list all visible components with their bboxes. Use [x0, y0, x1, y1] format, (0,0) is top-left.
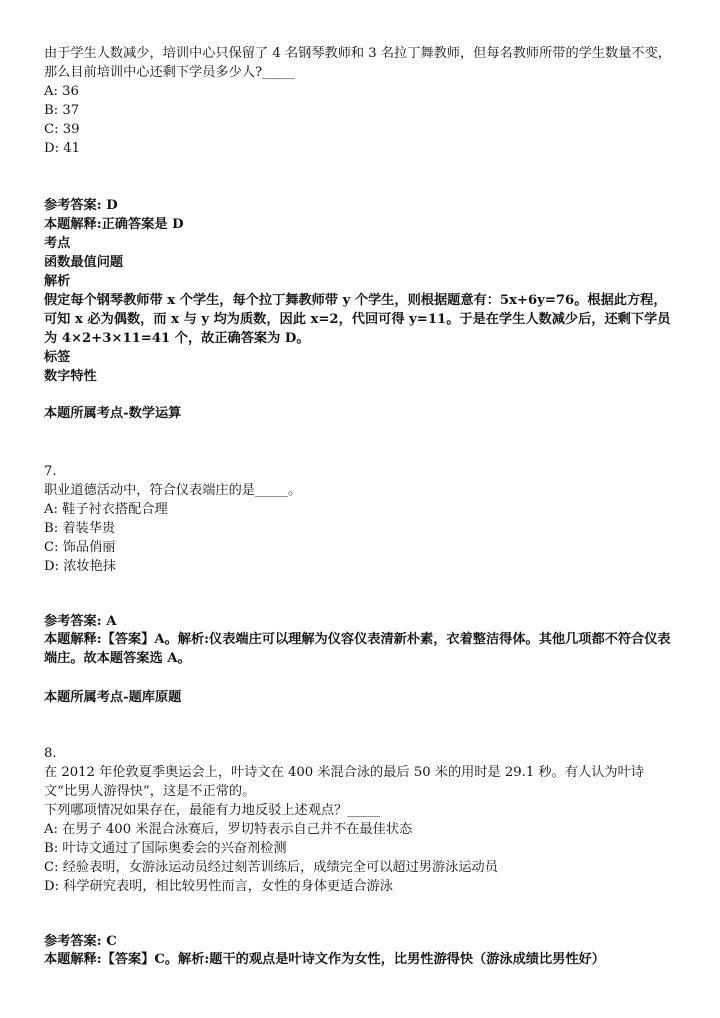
q6-topic: 本题所属考点-数学运算 — [44, 406, 182, 421]
q7-option-d: D: 浓妆艳抹 — [44, 559, 116, 574]
q8-number: 8. — [44, 746, 57, 761]
q8-explanation: 本题解释:【答案】C。解析:题干的观点是叶诗文作为女性，比男性游得快（游泳成绩比男性好） — [44, 952, 605, 967]
q6-option-d: D: 41 — [44, 141, 80, 156]
q8-option-b: B: 叶诗文通过了国际奥委会的兴奋剂检测 — [44, 841, 287, 856]
q8-answer: 参考答案: C — [44, 934, 117, 949]
q8-question: 下列哪项情况如果存在，最能有力地反驳上述观点？_____ — [44, 803, 381, 818]
q6-explanation: 本题解释:正确答案是 D — [44, 217, 184, 232]
q6-jiexi: 假定每个钢琴教师带 x 个学生，每个拉丁舞教师带 y 个学生，则根据题意有：5x+6y=76。根据此方程，可知 x 必为偶数，而 x 与 y 均为质数，因此 x=2，代回可得 y=11。于是在学生人数减少后，还剩下学员为 4×2+3×11=41 个，故正确答案为 D。 — [44, 293, 671, 346]
q7-option-a: A: 鞋子衬衣搭配合理 — [44, 502, 168, 517]
q6-option-a: A: 36 — [44, 84, 79, 99]
q6-biaoqian: 数字特性 — [44, 369, 97, 384]
q6-stem: 由于学生人数减少，培训中心只保留了 4 名钢琴教师和 3 名拉丁舞教师，但每名教师所带的学生数量不变，那么目前培训中心还剩下学员多少人?_____ — [44, 46, 671, 80]
q6-kaodian-label: 考点 — [44, 236, 71, 251]
q7-option-b: B: 着装华贵 — [44, 521, 116, 536]
q7-explanation: 本题解释:【答案】A。解析:仪表端庄可以理解为仪容仪表清新朴素，衣着整洁得体。其他几项都不符合仪表端庄。故本题答案选 A。 — [44, 632, 671, 666]
q7-stem: 职业道德活动中，符合仪表端庄的是_____。 — [44, 483, 302, 498]
q8-stem: 在 2012 年伦敦夏季奥运会上，叶诗文在 400 米混合泳的最后 50 米的用时是 29.1 秒。有人认为叶诗文“比男人游得快”，这是不正常的。 — [44, 765, 644, 799]
q8-option-c: C: 经验表明，女游泳运动员经过刻苦训练后，成绩完全可以超过男游泳运动员 — [44, 860, 498, 875]
q6-option-c: C: 39 — [44, 122, 80, 137]
q7-number: 7. — [44, 464, 57, 479]
q8-option-d: D: 科学研究表明，相比较男性而言，女性的身体更适合游泳 — [44, 879, 393, 894]
q6-answer: 参考答案: D — [44, 198, 118, 213]
q6-biaoqian-label: 标签 — [44, 350, 71, 365]
q6-option-b: B: 37 — [44, 103, 80, 118]
q6-kaodian: 函数最值问题 — [44, 255, 124, 270]
q7-option-c: C: 饰品俏丽 — [44, 540, 116, 555]
q7-topic: 本题所属考点-题库原题 — [44, 690, 182, 705]
q6-jiexi-label: 解析 — [44, 274, 71, 289]
q8-option-a: A: 在男子 400 米混合泳赛后，罗切特表示自己并不在最佳状态 — [44, 822, 413, 837]
q7-answer: 参考答案: A — [44, 614, 117, 629]
